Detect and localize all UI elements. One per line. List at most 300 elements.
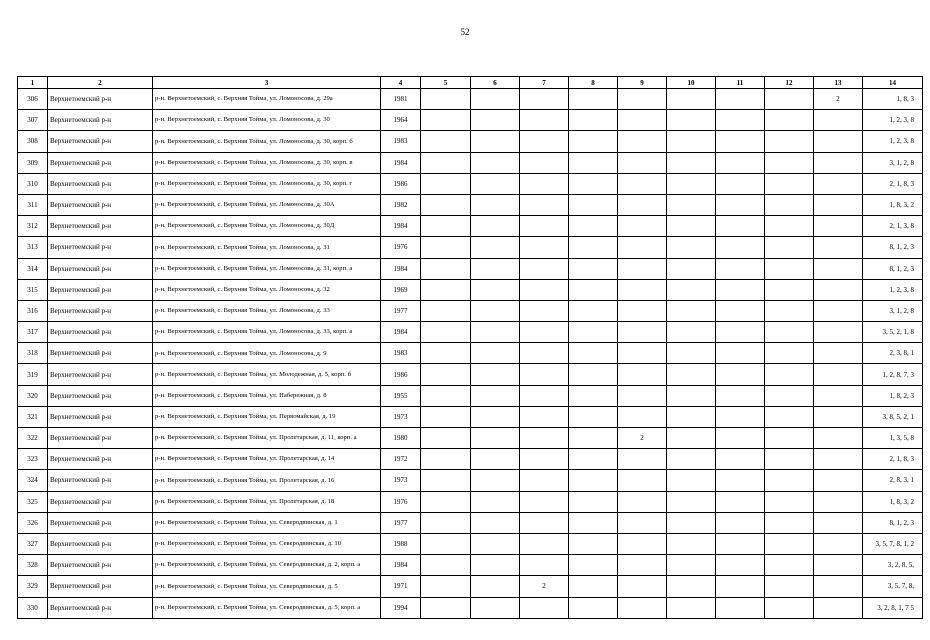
col13-cell [814,173,863,194]
row-number-cell: 313 [18,237,48,258]
col13-cell [814,194,863,215]
table-row [18,279,923,300]
col5-cell [421,385,471,406]
col10-cell [667,512,716,533]
address-cell: р-н. Верхнетоемский, с. Верхняя Тойма, ул. Ломоносова, д. 30Д [153,216,381,237]
year-cell: 1988 [381,533,421,554]
col7-cell [520,258,569,279]
col13-cell [814,533,863,554]
col11-cell [716,533,765,554]
year-cell: 1984 [381,216,421,237]
col6-cell [471,152,520,173]
col13-cell [814,237,863,258]
col9-cell [618,110,667,131]
year-cell: 1984 [381,258,421,279]
col13-cell [814,555,863,576]
col12-cell [765,491,814,512]
col9-cell [618,470,667,491]
col6-cell [471,110,520,131]
table-row [18,512,923,533]
col13-cell [814,300,863,321]
col12-cell [765,131,814,152]
row-number-cell: 315 [18,279,48,300]
col12-cell [765,89,814,110]
table-row [18,385,923,406]
district-cell: Верхнетоемский р-н [48,237,153,258]
table-row [18,89,923,110]
col9-cell [618,533,667,554]
col6-cell [471,237,520,258]
col7-cell [520,428,569,449]
col13-cell [814,597,863,618]
col12-cell [765,470,814,491]
year-cell: 1977 [381,300,421,321]
col8-cell [569,343,618,364]
col6-cell [471,173,520,194]
col8-cell [569,89,618,110]
col5-cell [421,89,471,110]
col8-cell [569,237,618,258]
col9-cell [618,279,667,300]
year-cell: 1994 [381,597,421,618]
col11-cell [716,216,765,237]
col12-cell [765,406,814,427]
col14-cell: 2, 1, 8, 3 [863,449,923,470]
row-number-cell: 318 [18,343,48,364]
address-cell: р-н. Верхнетоемский, с. Верхняя Тойма, ул. Ломоносова, д. 30А [153,194,381,215]
col9-cell [618,555,667,576]
col10-cell [667,322,716,343]
col6-cell [471,449,520,470]
district-cell: Верхнетоемский р-н [48,512,153,533]
col6-cell [471,555,520,576]
col8-cell [569,385,618,406]
col12-cell [765,576,814,597]
col6-cell [471,279,520,300]
col11-cell [716,576,765,597]
col9-cell [618,322,667,343]
address-cell: р-н. Верхнетоемский, с. Верхняя Тойма, ул. Первомайская, д. 19 [153,406,381,427]
row-number-cell: 322 [18,428,48,449]
year-cell: 1977 [381,512,421,533]
col12-cell [765,300,814,321]
col12-cell [765,364,814,385]
col7-cell [520,449,569,470]
col9-cell [618,194,667,215]
col12-cell [765,237,814,258]
col14-cell: 3, 5, 2, 1, 8 [863,322,923,343]
row-number-cell: 306 [18,89,48,110]
col13-cell [814,322,863,343]
col9-cell [618,385,667,406]
district-cell: Верхнетоемский р-н [48,216,153,237]
year-cell: 1986 [381,173,421,194]
col14-cell: 1, 8, 3, 2 [863,194,923,215]
col8-cell [569,470,618,491]
col12-cell [765,449,814,470]
col13-cell [814,364,863,385]
col8-cell [569,279,618,300]
col14-cell: 3, 2, 8, 1, 7 5 [863,597,923,618]
col6-cell [471,470,520,491]
col11-cell [716,449,765,470]
col6-cell [471,576,520,597]
col12-cell [765,322,814,343]
district-cell: Верхнетоемский р-н [48,597,153,618]
year-cell: 1971 [381,576,421,597]
column-header-7: 7 [520,77,569,89]
col11-cell [716,322,765,343]
col6-cell [471,258,520,279]
column-header-4: 4 [381,77,421,89]
col13-cell [814,343,863,364]
table-row [18,300,923,321]
col14-cell: 1, 8, 3, 2 [863,491,923,512]
col7-cell [520,512,569,533]
col6-cell [471,491,520,512]
col7-cell: 2 [520,576,569,597]
col10-cell [667,491,716,512]
col11-cell [716,555,765,576]
row-number-cell: 316 [18,300,48,321]
col13-cell [814,576,863,597]
address-cell: р-н. Верхнетоемский, с. Верхняя Тойма, ул. Ломоносова, д. 30 [153,110,381,131]
col14-cell: 2, 8, 3, 1 [863,470,923,491]
year-cell: 1972 [381,449,421,470]
table-row [18,343,923,364]
col7-cell [520,470,569,491]
col7-cell [520,110,569,131]
col9-cell [618,576,667,597]
col10-cell [667,533,716,554]
district-cell: Верхнетоемский р-н [48,300,153,321]
col8-cell [569,555,618,576]
col9-cell [618,152,667,173]
district-cell: Верхнетоемский р-н [48,364,153,385]
row-number-cell: 310 [18,173,48,194]
col10-cell [667,258,716,279]
table-row [18,406,923,427]
row-number-cell: 311 [18,194,48,215]
address-cell: р-н. Верхнетоемский, с. Верхняя Тойма, ул. Северодвинская, д. 10 [153,533,381,554]
col7-cell [520,237,569,258]
col11-cell [716,258,765,279]
col9-cell [618,258,667,279]
table-row [18,110,923,131]
table-row [18,237,923,258]
year-cell: 1973 [381,406,421,427]
col9-cell [618,237,667,258]
col13-cell [814,406,863,427]
col9-cell [618,300,667,321]
year-cell: 1976 [381,237,421,258]
col8-cell [569,173,618,194]
year-cell: 1976 [381,491,421,512]
col14-cell: 3, 2, 8, 5, [863,555,923,576]
district-cell: Верхнетоемский р-н [48,343,153,364]
table-row [18,491,923,512]
col10-cell [667,131,716,152]
col12-cell [765,385,814,406]
col13-cell [814,258,863,279]
district-cell: Верхнетоемский р-н [48,322,153,343]
col8-cell [569,300,618,321]
col5-cell [421,470,471,491]
row-number-cell: 314 [18,258,48,279]
address-cell: р-н. Верхнетоемский, с. Верхняя Тойма, ул. Северодвинская, д. 5, корп. а [153,597,381,618]
col11-cell [716,491,765,512]
col13-cell [814,131,863,152]
col14-cell: 1, 8, 3 [863,89,923,110]
col13-cell [814,216,863,237]
row-number-cell: 327 [18,533,48,554]
col5-cell [421,343,471,364]
col12-cell [765,110,814,131]
table-row [18,364,923,385]
col5-cell [421,300,471,321]
col5-cell [421,428,471,449]
address-cell: р-н. Верхнетоемский, с. Верхняя Тойма, ул. Ломоносова, д. 33, корп. а [153,322,381,343]
year-cell: 1984 [381,152,421,173]
col14-cell: 1, 2, 3, 8 [863,131,923,152]
col12-cell [765,555,814,576]
district-cell: Верхнетоемский р-н [48,258,153,279]
col8-cell [569,258,618,279]
col10-cell [667,237,716,258]
col11-cell [716,237,765,258]
col13-cell [814,491,863,512]
col11-cell [716,300,765,321]
row-number-cell: 319 [18,364,48,385]
col5-cell [421,110,471,131]
col7-cell [520,491,569,512]
column-header-3: 3 [153,77,381,89]
col10-cell [667,470,716,491]
col7-cell [520,279,569,300]
col7-cell [520,597,569,618]
col12-cell [765,152,814,173]
col8-cell [569,576,618,597]
address-cell: р-н. Верхнетоемский, с. Верхняя Тойма, ул. Ломоносова, д. 31, корп. а [153,258,381,279]
col5-cell [421,449,471,470]
col8-cell [569,152,618,173]
col13-cell [814,512,863,533]
col6-cell [471,512,520,533]
col6-cell [471,533,520,554]
address-cell: р-н. Верхнетоемский, с. Верхняя Тойма, ул. Ломоносова, д. 32 [153,279,381,300]
col14-cell: 8, 1, 2, 3 [863,512,923,533]
row-number-cell: 330 [18,597,48,618]
col7-cell [520,194,569,215]
col11-cell [716,385,765,406]
district-cell: Верхнетоемский р-н [48,385,153,406]
col14-cell: 3, 5, 7, 8, [863,576,923,597]
address-cell: р-н. Верхнетоемский, с. Верхняя Тойма, ул. Молодежная, д. 5, корп. б [153,364,381,385]
row-number-cell: 324 [18,470,48,491]
address-cell: р-н. Верхнетоемский, с. Верхняя Тойма, ул. Северодвинская, д. 1 [153,512,381,533]
district-cell: Верхнетоемский р-н [48,491,153,512]
col10-cell [667,216,716,237]
row-number-cell: 309 [18,152,48,173]
column-header-5: 5 [421,77,471,89]
column-header-13: 13 [814,77,863,89]
col14-cell: 2, 1, 8, 3 [863,173,923,194]
district-cell: Верхнетоемский р-н [48,110,153,131]
col8-cell [569,194,618,215]
col10-cell [667,89,716,110]
col13-cell [814,428,863,449]
col12-cell [765,533,814,554]
col5-cell [421,173,471,194]
district-cell: Верхнетоемский р-н [48,406,153,427]
year-cell: 1955 [381,385,421,406]
col6-cell [471,194,520,215]
col13-cell [814,470,863,491]
row-number-cell: 308 [18,131,48,152]
address-cell: р-н. Верхнетоемский, с. Верхняя Тойма, ул. Ломоносова, д. 30, корп. в [153,152,381,173]
col13-cell [814,385,863,406]
address-cell: р-н. Верхнетоемский, с. Верхняя Тойма, ул. Пролетарская, д. 11, корп. а [153,428,381,449]
col14-cell: 2, 3, 8, 1 [863,343,923,364]
page-number: 52 [460,27,470,37]
col14-cell: 8, 1, 2, 3 [863,258,923,279]
col10-cell [667,576,716,597]
district-cell: Верхнетоемский р-н [48,279,153,300]
year-cell: 1980 [381,428,421,449]
col7-cell [520,406,569,427]
col7-cell [520,216,569,237]
col10-cell [667,597,716,618]
row-number-cell: 307 [18,110,48,131]
address-cell: р-н. Верхнетоемский, с. Верхняя Тойма, ул. Пролетарская, д. 14 [153,449,381,470]
col11-cell [716,152,765,173]
col5-cell [421,237,471,258]
address-cell: р-н. Верхнетоемский, с. Верхняя Тойма, ул. Северодвинская, д. 5 [153,576,381,597]
col6-cell [471,364,520,385]
district-cell: Верхнетоемский р-н [48,449,153,470]
table-row [18,555,923,576]
column-header-9: 9 [618,77,667,89]
col10-cell [667,110,716,131]
col8-cell [569,512,618,533]
col14-cell: 3, 1, 2, 8 [863,300,923,321]
table-row [18,258,923,279]
col12-cell [765,343,814,364]
table-row [18,194,923,215]
row-number-cell: 325 [18,491,48,512]
col12-cell [765,512,814,533]
col6-cell [471,89,520,110]
col9-cell [618,131,667,152]
col9-cell [618,173,667,194]
row-number-cell: 328 [18,555,48,576]
col11-cell [716,364,765,385]
table-row [18,470,923,491]
col14-cell: 1, 2, 3, 8 [863,110,923,131]
year-cell: 1986 [381,364,421,385]
column-header-10: 10 [667,77,716,89]
col13-cell [814,279,863,300]
table-row [18,449,923,470]
year-cell: 1981 [381,89,421,110]
year-cell: 1983 [381,131,421,152]
col11-cell [716,194,765,215]
col5-cell [421,258,471,279]
col12-cell [765,216,814,237]
col9-cell [618,512,667,533]
col5-cell [421,194,471,215]
address-cell: р-н. Верхнетоемский, с. Верхняя Тойма, ул. Ломоносова, д. 29а [153,89,381,110]
col5-cell [421,152,471,173]
col11-cell [716,406,765,427]
row-number-cell: 323 [18,449,48,470]
col10-cell [667,152,716,173]
col8-cell [569,322,618,343]
row-number-cell: 320 [18,385,48,406]
col7-cell [520,533,569,554]
col10-cell [667,428,716,449]
col7-cell [520,89,569,110]
col6-cell [471,428,520,449]
col14-cell: 8, 1, 2, 3 [863,237,923,258]
col7-cell [520,322,569,343]
col12-cell [765,194,814,215]
district-cell: Верхнетоемский р-н [48,152,153,173]
district-cell: Верхнетоемский р-н [48,89,153,110]
col8-cell [569,131,618,152]
col5-cell [421,512,471,533]
address-cell: р-н. Верхнетоемский, с. Верхняя Тойма, ул. Пролетарская, д. 16 [153,470,381,491]
table-body [18,89,923,619]
table-row [18,576,923,597]
col14-cell: 2, 1, 3, 8 [863,216,923,237]
year-cell: 1984 [381,555,421,576]
row-number-cell: 312 [18,216,48,237]
col12-cell [765,428,814,449]
col9-cell [618,216,667,237]
col12-cell [765,279,814,300]
col10-cell [667,279,716,300]
col6-cell [471,131,520,152]
col5-cell [421,597,471,618]
table-row [18,152,923,173]
col9-cell [618,406,667,427]
district-cell: Верхнетоемский р-н [48,533,153,554]
table-row [18,216,923,237]
col8-cell [569,597,618,618]
col5-cell [421,216,471,237]
col9-cell [618,364,667,385]
col7-cell [520,364,569,385]
col6-cell [471,322,520,343]
col5-cell [421,576,471,597]
col5-cell [421,364,471,385]
col14-cell: 3, 1, 2, 8 [863,152,923,173]
col7-cell [520,555,569,576]
column-header-2: 2 [48,77,153,89]
col11-cell [716,512,765,533]
col10-cell [667,406,716,427]
district-cell: Верхнетоемский р-н [48,428,153,449]
column-header-6: 6 [471,77,520,89]
col12-cell [765,597,814,618]
year-cell: 1984 [381,322,421,343]
district-cell: Верхнетоемский р-н [48,173,153,194]
col10-cell [667,364,716,385]
address-cell: р-н. Верхнетоемский, с. Верхняя Тойма, ул. Пролетарская, д. 18 [153,491,381,512]
col10-cell [667,343,716,364]
col7-cell [520,152,569,173]
